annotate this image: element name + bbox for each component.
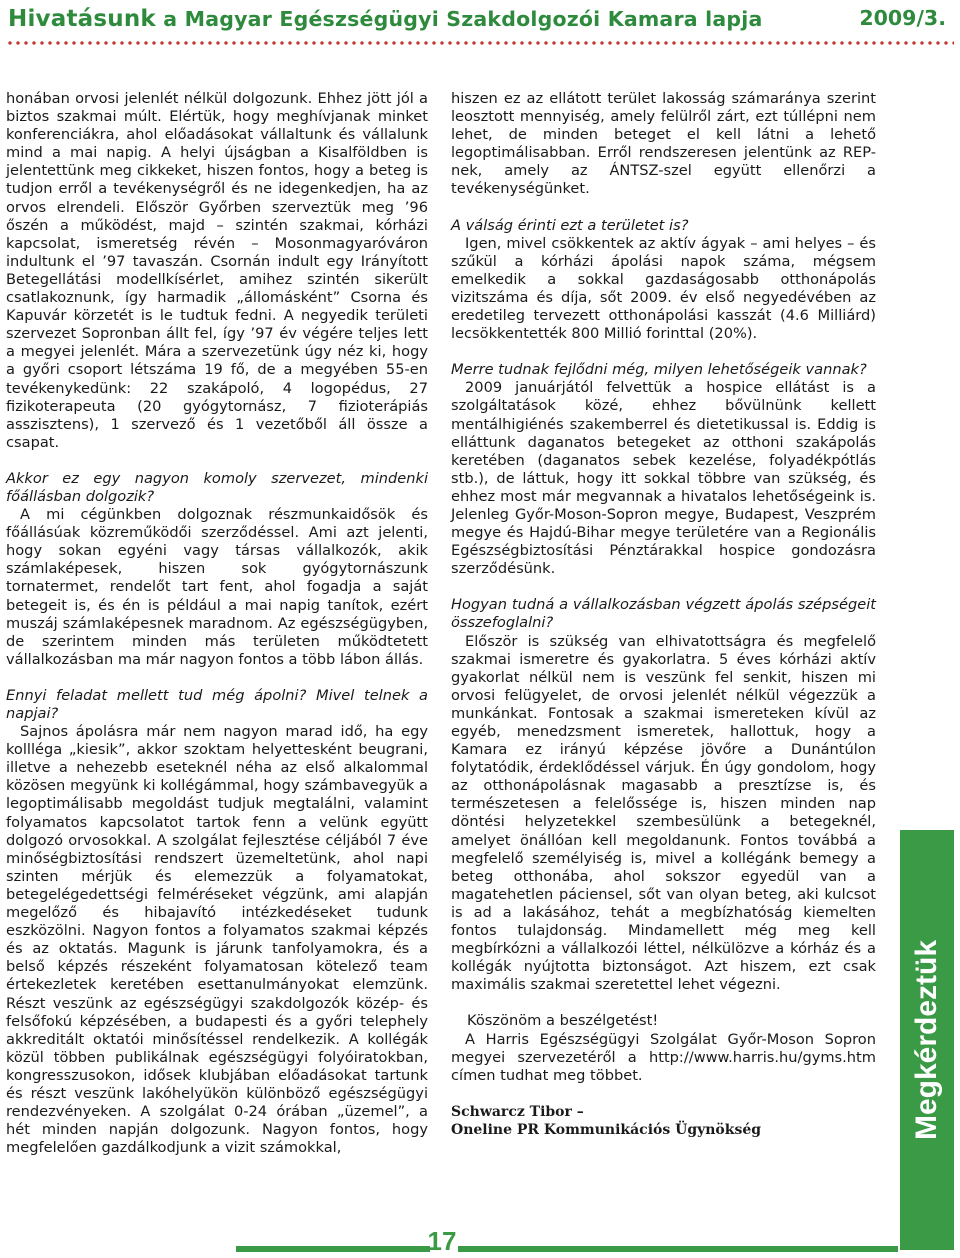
section-label: Megkérdeztük	[910, 939, 943, 1141]
right-column	[451, 90, 876, 1139]
publication-title	[8, 6, 763, 32]
byline: Schwarcz Tibor –	[451, 1103, 584, 1120]
interview-question: Merre tudnak fejlődni még, milyen lehetőségeik vannak?	[451, 361, 867, 379]
interview-answer: Először is szükség van elhivatottságra és megfelelő szakmai ismeretre és gyakorlatra. 5 éves kórházi aktív gyakorlat nélkül nem is veszünk fel senkit, hiszen mi orvosi felügyelet, de orvosi jelenlét nélkül végezzük a munkánkat. Fontosak a szakmai ismereteken kívül az egyéb, menedzsment ismeretek, hallottuk, hogy a Kamara ez irányú képzése jövőre a Dunántúlon folytatódik, érdeklődéssel várjuk. Én úgy gondolom, hogy az otthonápolásnak magasabb a presztízse is, és természetesen a felelőssége is, hiszen minden nap döntési helyzetekkel szembesülünk a betegeknél, amelyet önállóan kell megoldanunk. Fontos továbbá a megfelelő személyiség is, mivel a kollégánk bemegy a beteg otthonába, ahol sokszor egyedül van a magatehetlen páciensel, sőt van olyan beteg, aki kulcsot is ad a lakásához, tehát a megbízhatóság kiemelten fontos tulajdonság. Mindamellett még meg kell megbírkózni a vállalkozói léttel, nélkülözve a kórház és a kollégák nyújtotta biztonságot. Azt hiszem, ezt csak maximális szakmai szeretettel lehet végezni.	[451, 632, 876, 994]
interview-question: Ennyi feladat mellett tud még ápolni? Mivel telnek a napjai?	[6, 686, 428, 722]
interview-answer: A Harris Egészségügyi Szolgálat Győr-Moson Sopron megyei szervezetéről a http://www.harris.hu/gyms.htm címen tudhat meg többet.	[451, 1030, 876, 1084]
dotted-divider	[6, 40, 954, 46]
body-paragraph: hiszen ez az ellátott terület lakosság számaránya szerint leosztott mennyiség, amely felülről zárt, ezt túllépni nem lehet, de minden beteget el kell látni a lehető legoptimálisabban. Erről rendszeresen jelentünk az REP-nek, amely az ÁNTSZ-szel együtt ellenőrzi a tevékenységünket.	[451, 90, 876, 198]
body-paragraph: honában orvosi jelenlét nélkül dolgozunk. Ehhez jött jól a biztos szakmai múlt. Elértük, hogy meghívjanak minket konferenciákra, ahol előadásokat vállaltunk és vállalunk mind a mai napig. A helyi újságban a Kisalföldben is jelentettünk meg cikkeket, hiszen fontos, hogy a beteg is tudjon erről a tevékenységről és ne idegenkedjen, ha az orvos elrendeli. Először Győrben szerveztük meg ’96 őszén a működést, majd – szintén szakmai, kórházi kapcsolat, ismeretség révén – Mosonmagyaróváron indultunk el ’97 tavaszán. Csornán indult egy Irányított Betegellátási modellkísérlet, amihez szintén sikerült csatlakoznunk, így harmadik „állomásként” Csorna és Kapuvár körzetét is le tudtuk fedni. A negyedik területi szervezet Sopronban állt fel, így ’97 év végére teljes lett a megyei jelenlét. Mára a szervezetünk úgy néz ki, hogy a győri csoport létszáma 19 fő, de a megyében 55-en tevékenykedünk: 22 szakápoló, 4 logopédus, 27 fizikoterapeuta (20 gyógytornász, 7 fizioterápiás asszisztens), 1 szervező és 1 vezetőből áll össze a csapat.	[6, 90, 428, 451]
footer-rule-right	[458, 1246, 898, 1252]
publication-subtitle: a Magyar Egészségügyi Szakdolgozói Kamara lapja	[155, 7, 763, 31]
closing-thanks: Köszönöm a beszélgetést!	[467, 1012, 659, 1030]
interview-answer: 2009 januárjától felvettük a hospice ellátást is a szolgáltatások közé, ehhez bővülnünk kellett mentálhigiénés szakemberrel és dietetikussal is. Eddig is elláttunk daganatos betegeket az otthoni szakápolás keretében (daganatos sebek kezelése, folyadékpótlás stb.), de láttuk, hogy itt sokkal többre van szükség, és ehhez most már megvannak a hivatalos lehetőségeink is. Jelenleg Győr-Moson-Sopron megye, Budapest, Veszprém megye és Hajdú-Bihar megye területére van a Regionális Egészségbiztosítási Pénztárakkal hospice gondozásra szerződésünk.	[451, 379, 876, 578]
interview-question: Hogyan tudná a vállalkozásban végzett ápolás szépségeit összefoglalni?	[451, 596, 876, 632]
interview-answer: A mi cégünkben dolgoznak részmunkaidősök és főállásúak közreműködői szerződéssel. Ami azt jelenti, hogy sokan egyéni vagy társas vállalkozók, akik számlaképesek, hiszen sok gyógytornászunk tornatermet, rendelőt tart fent, ahol fogadja a saját betegeit is, és én is például a mai napig tanítok, ezért muszáj számlaképesnek maradnom. Az egészségügyben, de szerintem minden más területen működtetett vállalkozásban ma már nagyon fontos a több lábon állás.	[6, 506, 428, 668]
page-header	[0, 0, 960, 52]
interview-answer: Igen, mivel csökkentek az aktív ágyak – ami helyes – és szűkül a kórházi ápolási napok száma, mégsem emelkedik a sokkal gazdaságosabb otthonápolás vizitszáma és díja, sőt 2009. év első negyedévében az eredetileg tervezett otthonápolási kasszát (4.6 Milliárd) lecsökkentették 800 Millió forinttal (20%).	[451, 234, 876, 343]
interview-answer: Sajnos ápolásra már nem nagyon marad idő, ha egy kollléga „kiesik”, akkor szoktam helyettesként beugrani, illetve a nehezebb eseteknél néha az első alkalommal közösen megyünk ki kollégámmal, hogy számbavegyük a legoptimálisabb megoldást tudjuk megtalálni, valamint folyamatos kapcsolatot tartok fenn a velünk együtt dolgozó orvosokkal. A szolgálat fejlesztése céljából 7 éve minőségbiztosítási rendszert üzemeltetünk, ahol napi szinten mérjük és elemezzük a folyamatokat, betegelégedettségi felméréseket végzünk, ami alapján megelőző és hibajavító intézkedéseket tudunk eszközölni. Nagyon fontos a folyamatos szakmai képzés és az oktatás. Magunk is járunk tanfolyamokra, és a belső képzés részeként folyamatosan kötelező team értekezletek keretében esettanulmányokat elemzünk. Részt veszünk az egészségügyi szakdolgozók közép- és felsőfokú képzésében, a budapesti és a győri telephely akkreditált oktatói minősítéssel rendelkezik. A kollégák közül többen publikálnak egészségügyi folyóiratokban, kongresszusokon, idősek klubjában előadásokat tartunk és részt veszünk lakóhelyükön különböző egészségügyi rendezvényeken. A szolgálat 0-24 órában „üzemel”, a hét minden napján dolgozunk. Nagyon fontos, hogy megfelelően gazdálkodjunk a vizit számokkal,	[6, 723, 428, 1157]
left-column	[6, 90, 428, 1157]
interview-question: Akkor ez egy nagyon komoly szervezet, mindenki főállásban dolgozik?	[6, 469, 428, 505]
publication-brand: Hivatásunk	[8, 6, 156, 32]
page-number: 17	[427, 1226, 457, 1256]
footer-rule-left	[236, 1246, 430, 1252]
issue-number: 2009/3.	[859, 6, 946, 30]
byline: Oneline PR Kommunikációs Ügynökség	[451, 1121, 762, 1138]
section-side-tab	[900, 830, 954, 1250]
interview-question: A válság érinti ezt a területet is?	[451, 216, 689, 234]
